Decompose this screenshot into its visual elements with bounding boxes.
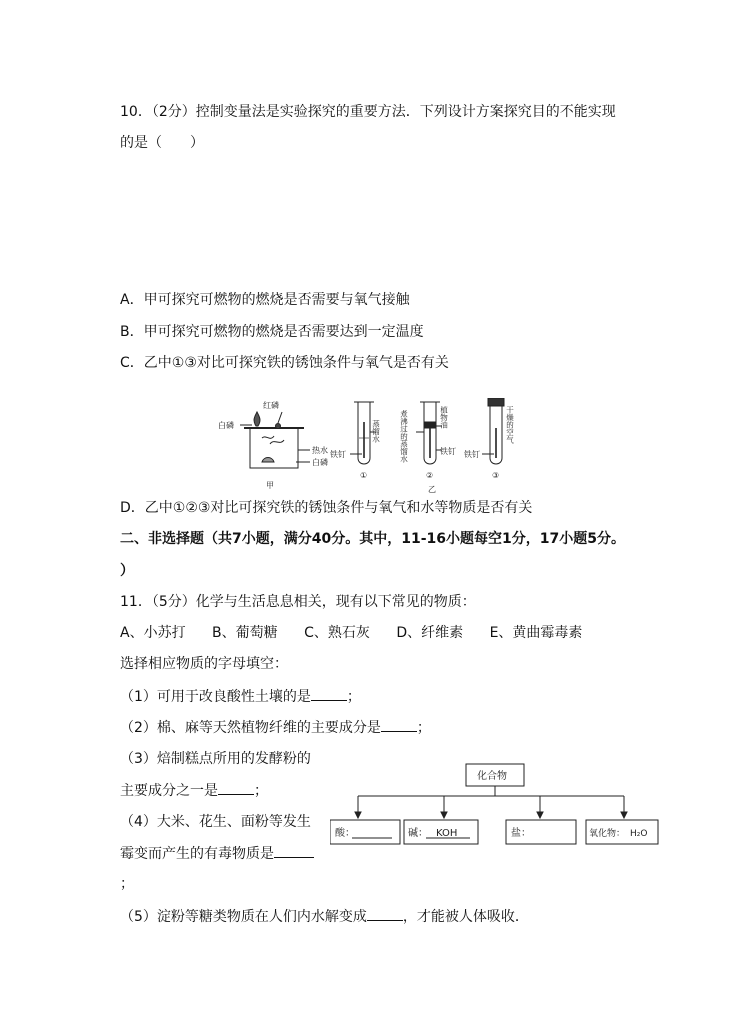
label-iron-nail-3: 铁钉	[464, 450, 480, 459]
oxide-value: H₂O	[630, 829, 648, 839]
label-iron-nail-2: 铁钉	[440, 447, 456, 456]
q11-part3-line2	[120, 780, 268, 801]
compound-classification-diagram	[330, 762, 660, 846]
base-label: 碱：	[408, 828, 428, 839]
q11-part3-line1: （3）焙制糕点所用的发酵粉的	[120, 751, 311, 767]
q11-part4-text: 霉变而产生的有毒物质是	[120, 846, 274, 862]
q10-stem-line1: 10．（2分）控制变量法是实验探究的重要方法．下列设计方案探究目的不能实现	[120, 104, 616, 120]
label-yi: 乙	[428, 485, 436, 494]
answer-blank-2[interactable]	[381, 717, 417, 732]
q11-part5	[120, 906, 529, 927]
label-white-phosphorus-bottom: 白磷	[312, 458, 328, 467]
label-hot-water: 热水	[312, 446, 328, 455]
q10-option-d: D．乙中①②③对比可探究铁的锈蚀条件与氧气和水等物质是否有关	[120, 500, 533, 516]
q11-part1	[120, 686, 361, 707]
q11-part2	[120, 717, 431, 738]
label-iron-nail-1: 铁钉	[330, 450, 346, 459]
q11-part4-line1: （4）大米、花生、面粉等发生	[120, 814, 311, 830]
white-phosphorus-bottom	[262, 458, 274, 463]
label-tube1-num: ①	[360, 471, 368, 480]
label-jia: 甲	[266, 481, 274, 490]
q11-part5-text: （5）淀粉等糖类物质在人们内水解变成	[120, 909, 367, 925]
salt-label: 盐：	[511, 828, 531, 839]
root-label: 化合物	[477, 771, 507, 782]
q11-options	[120, 623, 604, 643]
section2-heading-line2: ）	[120, 563, 134, 579]
oil-layer	[424, 422, 436, 428]
label-tube2-oil: 植物油	[439, 406, 449, 429]
label-tube2-num: ②	[426, 471, 434, 480]
answer-blank-1[interactable]	[311, 686, 347, 701]
acid-label: 酸：	[335, 828, 355, 839]
q11-part3-text: 主要成分之一是	[120, 783, 218, 799]
q10-stem-line2: 的是（ ）	[120, 135, 204, 151]
experiment-figure	[218, 398, 536, 494]
answer-blank-4[interactable]	[274, 843, 314, 858]
q11-option-d: D、纤维素	[396, 625, 464, 641]
q11-part5-end: ，才能被人体吸收．	[402, 909, 529, 925]
red-phosphorus	[276, 424, 281, 429]
answer-blank-3[interactable]	[218, 780, 254, 795]
q11-part4-end: ；	[120, 876, 134, 892]
label-tube3-num: ③	[492, 471, 500, 480]
stopper	[488, 398, 504, 406]
label-tube2-liquid: 煮沸过的蒸馏水	[399, 410, 409, 463]
label-tube3-air: 干燥的空气	[505, 406, 515, 444]
q10-option-a: A．甲可探究可燃物的燃烧是否需要与氧气接触	[120, 292, 410, 308]
q11-option-a: A、小苏打	[120, 625, 186, 641]
oxide-label: 氧化物：	[589, 829, 626, 839]
heat-wisps	[262, 436, 284, 444]
answer-blank-5[interactable]	[367, 906, 403, 921]
q11-part4-line2	[120, 843, 314, 864]
q10-option-c: C．乙中①③对比可探究铁的锈蚀条件与氧气是否有关	[120, 355, 449, 371]
label-white-phosphorus: 白磷	[218, 421, 234, 430]
q11-option-c: C、熟石灰	[304, 625, 370, 641]
label-red-phosphorus: 红磷	[263, 401, 279, 410]
q11-part3-end: ；	[254, 783, 268, 799]
q10-option-b: B．甲可探究可燃物的燃烧是否需要达到一定温度	[120, 324, 424, 340]
q11-stem: 11．（5分）化学与生活息息相关，现有以下常见的物质：	[120, 594, 476, 610]
q11-instruction: 选择相应物质的字母填空：	[120, 656, 288, 672]
q11-option-b: B、葡萄糖	[212, 625, 278, 641]
q11-part2-text: （2）棉、麻等天然植物纤维的主要成分是	[120, 720, 381, 736]
flame-icon	[254, 412, 260, 426]
q11-option-e: E、黄曲霉毒素	[489, 625, 583, 641]
q11-part1-text: （1）可用于改良酸性土壤的是	[120, 689, 311, 705]
base-value: KOH	[436, 828, 458, 839]
q11-part1-end: ；	[346, 689, 361, 705]
label-tube1-liquid: 蒸馏水	[371, 420, 381, 443]
q11-part2-end: ；	[416, 720, 431, 736]
section2-heading-line1: 二、非选择题（共7小题，满分40分。其中，11-16小题每空1分，17小题5分。	[120, 531, 625, 547]
